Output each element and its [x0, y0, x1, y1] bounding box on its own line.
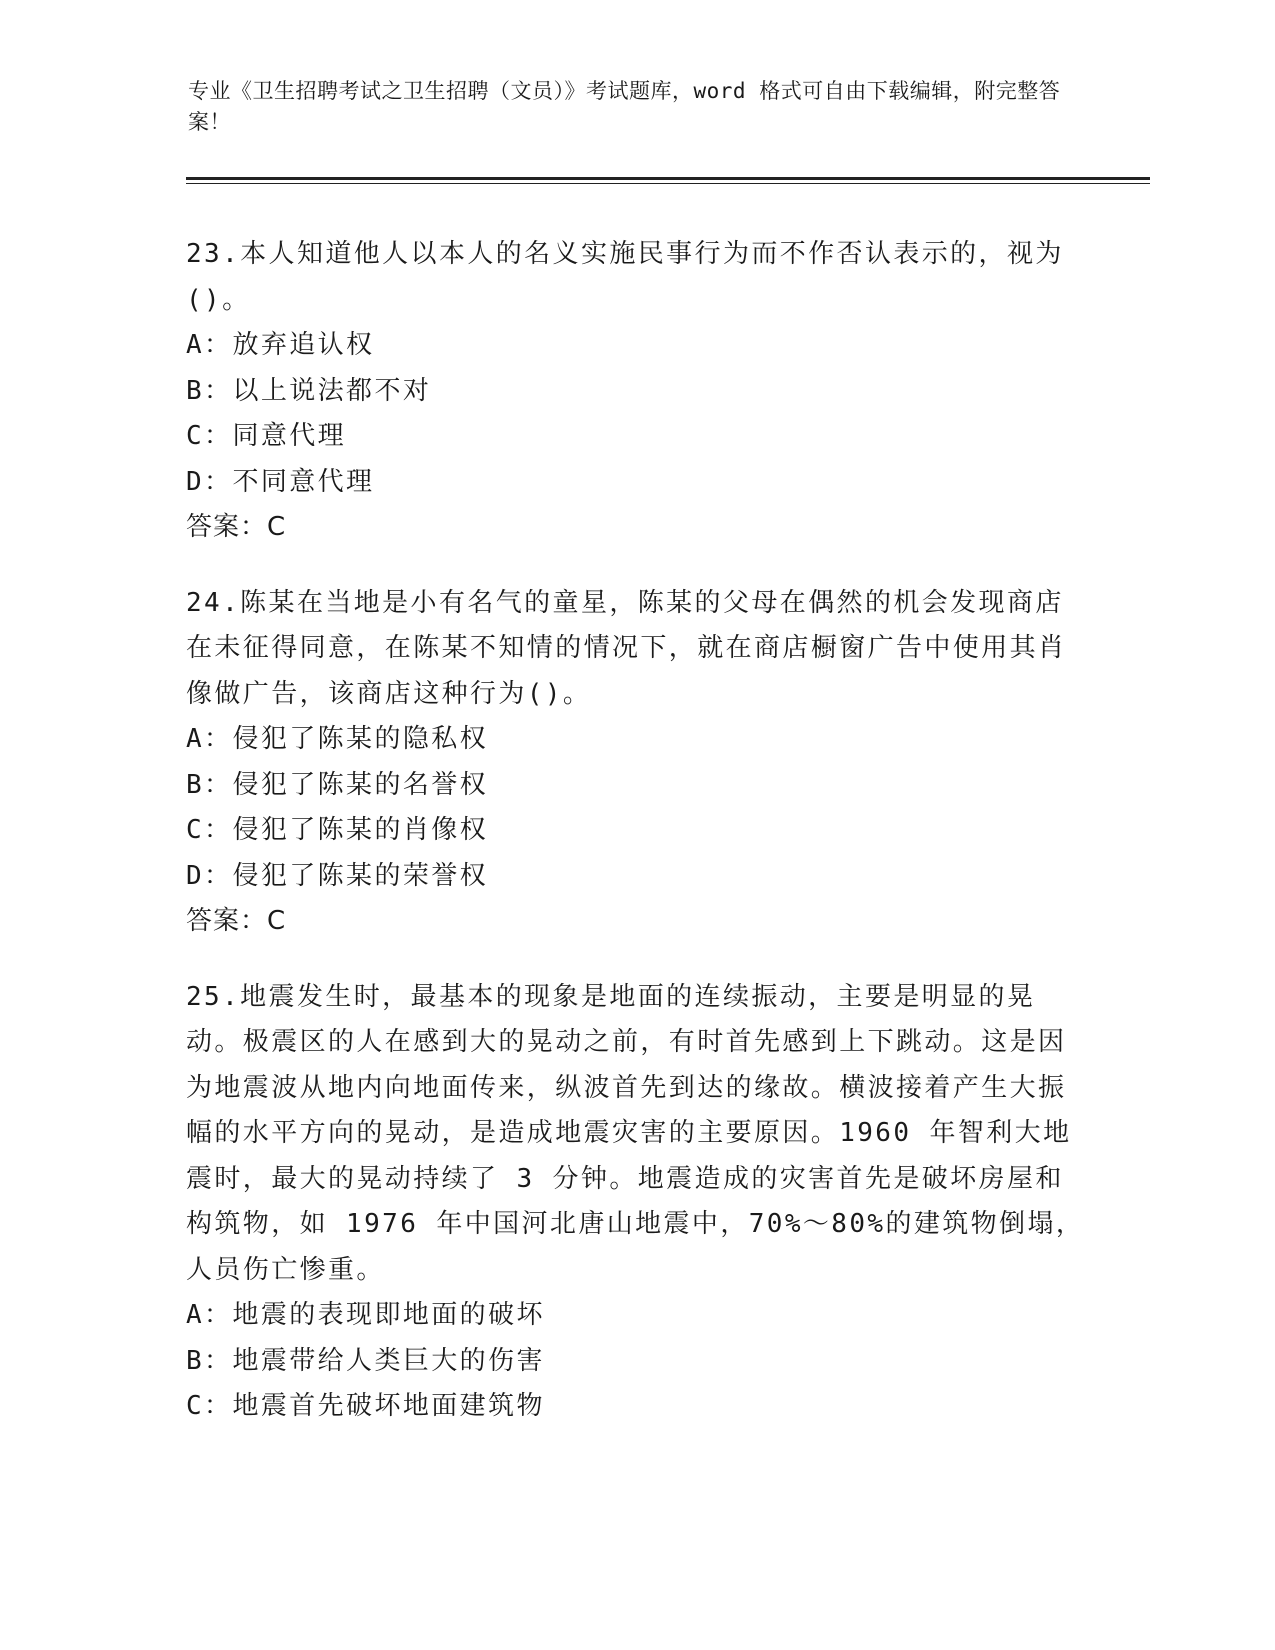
option-d: D：侵犯了陈某的荣誉权: [186, 860, 489, 891]
question-24: [186, 581, 1086, 945]
option-a: A：地震的表现即地面的破坏: [186, 1300, 545, 1330]
option-a: A：放弃追认权: [186, 330, 375, 360]
document-header: 专业《卫生招聘考试之卫生招聘（文员）》考试题库，word 格式可自由下载编辑，附完整答案！: [188, 79, 1061, 134]
option-b: B：以上说法都不对: [186, 375, 432, 406]
option-b: B：侵犯了陈某的名誉权: [186, 769, 489, 800]
question-stem: 24.陈某在当地是小有名气的童星，陈某的父母在偶然的机会发现商店在未征得同意，在陈某不知情的情况下，就在商店橱窗广告中使用其肖像做广告，该商店这种行为()。: [186, 587, 1067, 709]
question-stem: 23.本人知道他人以本人的名义实施民事行为而不作否认表示的，视为()。: [186, 239, 1064, 315]
answer-line: 答案：C: [186, 512, 287, 542]
option-a: A：侵犯了陈某的隐私权: [186, 724, 489, 754]
question-list: [186, 232, 1086, 1460]
question-23: [186, 232, 1086, 551]
header-divider-thin: [186, 183, 1150, 184]
option-c: C：侵犯了陈某的肖像权: [186, 815, 489, 845]
option-c: C：地震首先破坏地面建筑物: [186, 1391, 545, 1421]
question-stem: 25.地震发生时，最基本的现象是地面的连续振动，主要是明显的晃动。极震区的人在感到大的晃动之前，有时首先感到上下跳动。这是因为地震波从地内向地面传来，纵波首先到达的缘故。横波接着产生大振幅的水平方向的晃动，是造成地震灾害的主要原因。1960 年智利大地震时，最大的晃动持续了 3 分钟。地震造成的灾害首先是破坏房屋和构筑物，如 1976 年中国河北唐山地震中，70%～80%的建筑物倒塌，人员伤亡惨重。: [186, 981, 1085, 1285]
answer-line: 答案：C: [186, 906, 287, 936]
option-b: B：地震带给人类巨大的伤害: [186, 1345, 545, 1376]
option-c: C：同意代理: [186, 421, 347, 451]
header-divider-thick: [186, 177, 1150, 180]
option-d: D：不同意代理: [186, 466, 375, 497]
question-25: [186, 975, 1086, 1430]
